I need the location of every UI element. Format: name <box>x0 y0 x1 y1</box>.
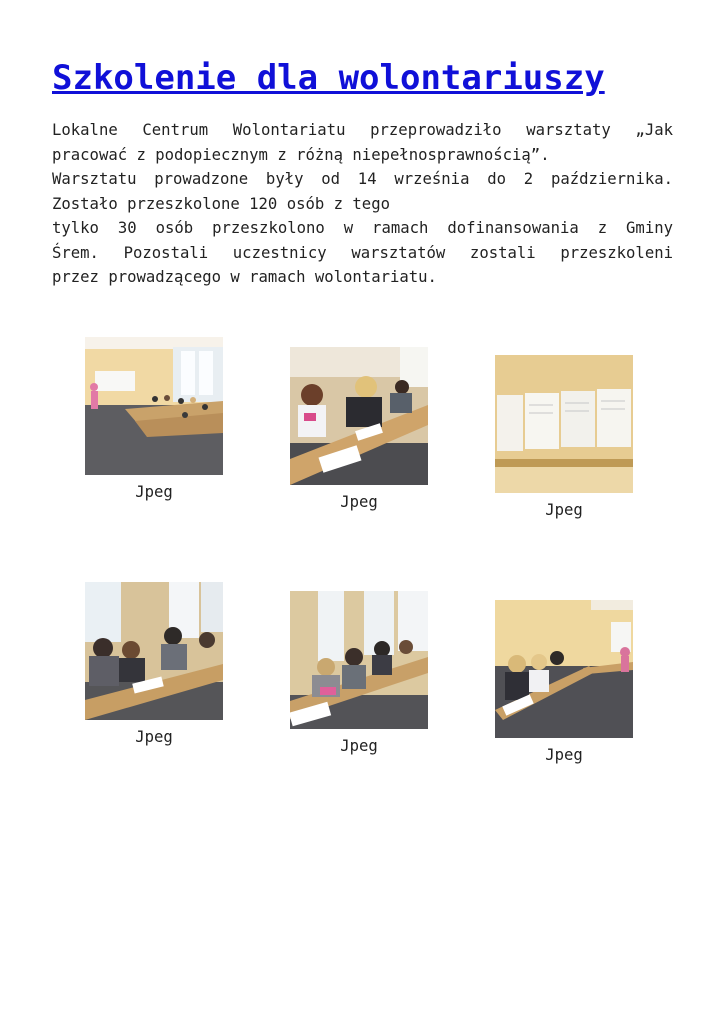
article-line: tylko 30 osób przeszkolono w ramach dofinansowania z Gminy <box>52 219 673 237</box>
article-line: Lokalne Centrum Wolontariatu przeprowadziło warsztaty „Jak <box>52 121 673 139</box>
classroom-photo[interactable] <box>495 600 633 738</box>
gallery-item <box>495 355 633 519</box>
photo-caption: Jpeg <box>545 746 583 764</box>
photo-caption: Jpeg <box>135 483 173 501</box>
classroom-photo[interactable] <box>290 347 428 485</box>
classroom-photo[interactable] <box>85 582 223 720</box>
article-body <box>52 118 673 290</box>
article-line: pracować z podopiecznym z różną niepełnosprawnością”. <box>52 145 550 164</box>
photo-caption: Jpeg <box>545 501 583 519</box>
photo-caption: Jpeg <box>135 728 173 746</box>
classroom-photo[interactable] <box>495 355 633 493</box>
photo-caption: Jpeg <box>340 493 378 511</box>
gallery-item <box>85 582 223 746</box>
gallery-item <box>495 600 633 764</box>
page-title[interactable]: Szkolenie dla wolontariuszy <box>52 58 605 98</box>
gallery-item <box>290 591 428 755</box>
classroom-photo[interactable] <box>290 591 428 729</box>
classroom-photo[interactable] <box>85 337 223 475</box>
article-line: Zostało przeszkolone 120 osób z tego <box>52 194 390 213</box>
article-line: Warsztatu prowadzone były od 14 września do 2 października. <box>52 170 673 188</box>
gallery-item <box>85 337 223 501</box>
photo-caption: Jpeg <box>340 737 378 755</box>
article-line: przez prowadzącego w ramach wolontariatu. <box>52 268 437 286</box>
article-line: Śrem. Pozostali uczestnicy warsztatów zostali przeszkoleni <box>52 243 673 262</box>
gallery-item <box>290 347 428 511</box>
